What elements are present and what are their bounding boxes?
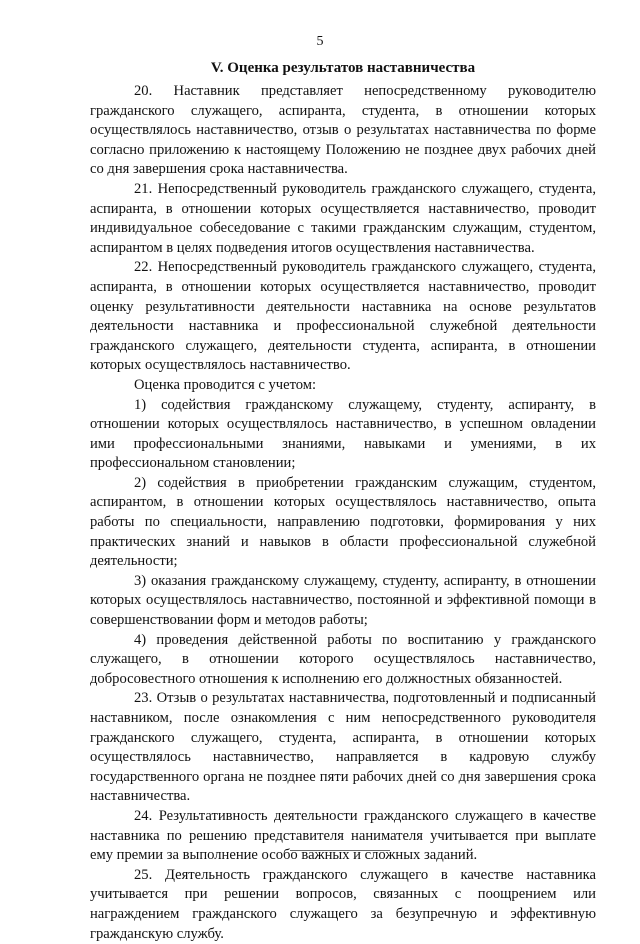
assessment-item-2: 2) содействия в приобретении гражданским служащим, студентом, аспирантом, в отношении которых осуществлялось наставничество, опыта работы по специальности, направлению подготовки, формирования у них практических знаний и навыков в области профессиональной служебной деятельности;	[90, 474, 596, 570]
paragraph-21: 21. Непосредственный руководитель гражданского служащего, студента, аспиранта, в отношении которых осуществляется наставничество, проводит индивидуальное собеседование с такими гражданским служащим, студентом, аспирантом в целях подведения итогов осуществления наставничества.	[90, 180, 596, 256]
assessment-item-3: 3) оказания гражданскому служащему, студенту, аспиранту, в отношении которых осуществлялось наставничество, постоянной и эффективной помощи в совершенствовании форм и методов работы;	[90, 572, 596, 629]
assessment-item-1: 1) содействия гражданскому служащему, студенту, аспиранту, в отношении которых осуществлялось наставничество, в успешном овладении ими профессиональными знаниями, навыками и умениями, в их профессиональном становлении;	[90, 396, 596, 472]
paragraph-20: 20. Наставник представляет непосредственному руководителю гражданского служащего, аспиранта, студента, в отношении которых осуществлялось наставничество, отзыв о результатах наставничества по форме согласно приложению к настоящему Положению не позднее двух рабочих дней со дня завершения срока наставничества.	[90, 83, 596, 178]
paragraph-23: 23. Отзыв о результатах наставничества, подготовленный и подписанный наставником, после ознакомления с ним непосредственного руководителя гражданского служащего, студента, аспиранта, в отношении которых осуществлялось наставничество, направляется в кадровую службу государственного органа не позднее пяти рабочих дней со дня завершения срока наставничества.	[90, 690, 596, 805]
page-number: 5	[316, 34, 324, 49]
paragraph-24: 24. Результативность деятельности гражданского служащего в качестве наставника по решению представителя нанимателя учитывается при выплате ему премии за выполнение особо важных и сложных заданий.	[90, 807, 596, 864]
paragraph-22: 22. Непосредственный руководитель гражданского служащего, студента, аспиранта, в отношении которых осуществляется наставничество, проводит оценку результативности деятельности наставника на основе результатов деятельности наставника и профессиональной служебной деятельности гражданского служащего, деятельности студента, аспиранта, в отношении которых осуществлялось наставничество.	[90, 259, 596, 374]
assessment-item-4: 4) проведения действенной работы по воспитанию у гражданского служащего, в отношении которого осуществлялось наставничество, добросовестного отношения к исполнению его должностных обязанностей.	[90, 631, 596, 687]
paragraph-25: 25. Деятельность гражданского служащего в качестве наставника учитывается при решении вопросов, связанных с поощрением или награждением гражданского служащего за безупречную и эффективную гражданскую службу.	[90, 866, 596, 942]
footer-divider	[290, 850, 390, 851]
section-title: V. Оценка результатов наставничества	[210, 60, 476, 76]
assessment-intro: Оценка проводится с учетом:	[134, 376, 317, 393]
body-text	[90, 82, 596, 944]
